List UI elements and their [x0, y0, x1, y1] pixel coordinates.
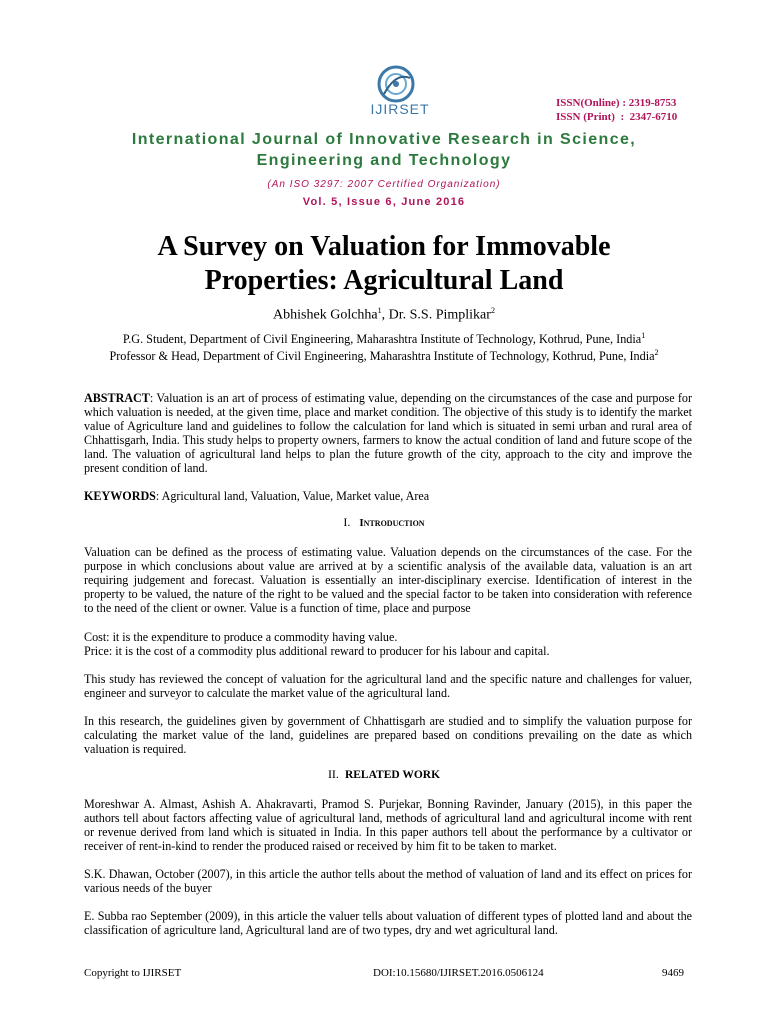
issn-block — [556, 96, 677, 124]
keywords — [84, 489, 692, 503]
intro-paragraph-1: Valuation can be defined as the process of estimating value. Valuation depends on the circumstances of the case. For the purpose in which conclusions about value are arrived at by a scientific analysis of the available data, valuation is an art requiring judgement and forecast. Valuation is essentially an inter-disciplinary exercise. Identification of interest in the property to be valued, the nature of the right to be valued and the special factor to be taken into consideration with reference to the need of the client or owner. Value is a function of time, place and purpose — [84, 545, 692, 615]
footer-page-number: 9469 — [662, 967, 684, 979]
abstract — [84, 391, 692, 475]
related-work-paragraph-1: Moreshwar A. Almast, Ashish A. Ahakravarti, Pramod S. Purjekar, Bonning Ravinder, January (2015), in this paper the authors tell about factors affecting value of agricultural land, methods of agricultural land and agricultural income with rent or revenue derived from land which is situated in India. In this paper authors tell about the performance by a cultivator or receiver of rent-in-kind to render the produced raised or received by him fit to be taken to market. — [84, 797, 692, 853]
section-heading-introduction — [0, 515, 768, 530]
affiliation-2-text: Professor & Head, Department of Civil Engineering, Maharashtra Institute of Technology, Kothrud, Pune, India — [109, 349, 655, 364]
author1-sup: 1 — [377, 306, 382, 315]
footer-doi: DOI:10.15680/IJIRSET.2016.0506124 — [373, 967, 544, 979]
section1-number: I. — [343, 515, 351, 529]
certification-note: (An ISO 3297: 2007 Certified Organization) — [267, 179, 501, 190]
title-line1: A Survey on Valuation for Immovable — [157, 231, 611, 262]
affiliation-1 — [0, 331, 768, 347]
keywords-label: KEYWORDS — [84, 489, 156, 503]
intro-price-definition: Price: it is the cost of a commodity plus additional reward to producer for his labour and capital. — [84, 644, 550, 658]
author2-sup: 2 — [490, 306, 495, 315]
abstract-text: : Valuation is an art of process of estimating value, depending on the circumstances of the case and purpose for which valuation is needed, at the given time, place and market condition. The objective of this study is to identify the market value of Agriculture land and guidelines to follow the calculation for land which is situated in semi urban and rural area of Chhattisgarh, India. This study helps to property owners, farmers to know the actual condition of land and future scope of the land. The valuation of agricultural land helps to plan the future growth of the city, approach to the city and improve the present condition of land. — [84, 391, 692, 475]
author2-name: , Dr. S.S. Pimplikar — [381, 307, 491, 323]
intro-paragraph-3: This study has reviewed the concept of valuation for the agricultural land and the specific nature and challenges for valuer, engineer and surveyor to calculate the market value of the agricultural land. — [84, 672, 692, 700]
section2-title: RELATED WORK — [344, 769, 441, 781]
section-heading-related-work — [0, 767, 768, 782]
issn-print: ISSN (Print) : 2347-6710 — [556, 111, 678, 123]
intro-cost-definition: Cost: it is the expenditure to produce a commodity having value. — [84, 630, 398, 644]
abstract-label: ABSTRACT — [84, 391, 150, 405]
section1-title: Introduction — [359, 517, 425, 529]
journal-name-line1: International Journal of Innovative Research in Science, — [131, 131, 637, 148]
related-work-paragraph-2: S.K. Dhawan, October (2007), in this article the author tells about the method of valuation of land and its effect on prices for various needs of the buyer — [84, 867, 692, 895]
author1-name: Abhishek Golchha — [273, 307, 378, 323]
issn-online: ISSN(Online) : 2319-8753 — [556, 97, 677, 109]
affiliation-1-text: P.G. Student, Department of Civil Engineering, Maharashtra Institute of Technology, Kothrud, Pune, India — [122, 332, 642, 347]
footer-copyright: Copyright to IJIRSET — [84, 967, 182, 979]
logo-text: IJIRSET — [370, 101, 430, 117]
paper-title — [0, 230, 768, 298]
journal-name-line2: Engineering and Technology — [256, 152, 512, 169]
volume-issue: Vol. 5, Issue 6, June 2016 — [302, 196, 466, 208]
affiliation-2-sup: 2 — [654, 348, 659, 357]
authors — [0, 306, 768, 324]
affiliation-2 — [0, 348, 768, 364]
intro-paragraph-4: In this research, the guidelines given by government of Chhattisgarh are studied and to simplify the valuation purpose for calculating the market value of the land, guidelines are prepared based on conditions prevailing on the date as which valuation is required. — [84, 714, 692, 756]
related-work-paragraph-3: E. Subba rao September (2009), in this article the valuer tells about valuation of different types of plotted land and about the classification of agriculture land, Agricultural land are of two types, dry and wet agricultural land. — [84, 909, 692, 937]
section2-number: II. — [327, 767, 339, 781]
affiliation-1-sup: 1 — [641, 331, 646, 340]
title-line2: Properties: Agricultural Land — [204, 265, 564, 296]
keywords-text: : Agricultural land, Valuation, Value, Market value, Area — [155, 489, 430, 503]
